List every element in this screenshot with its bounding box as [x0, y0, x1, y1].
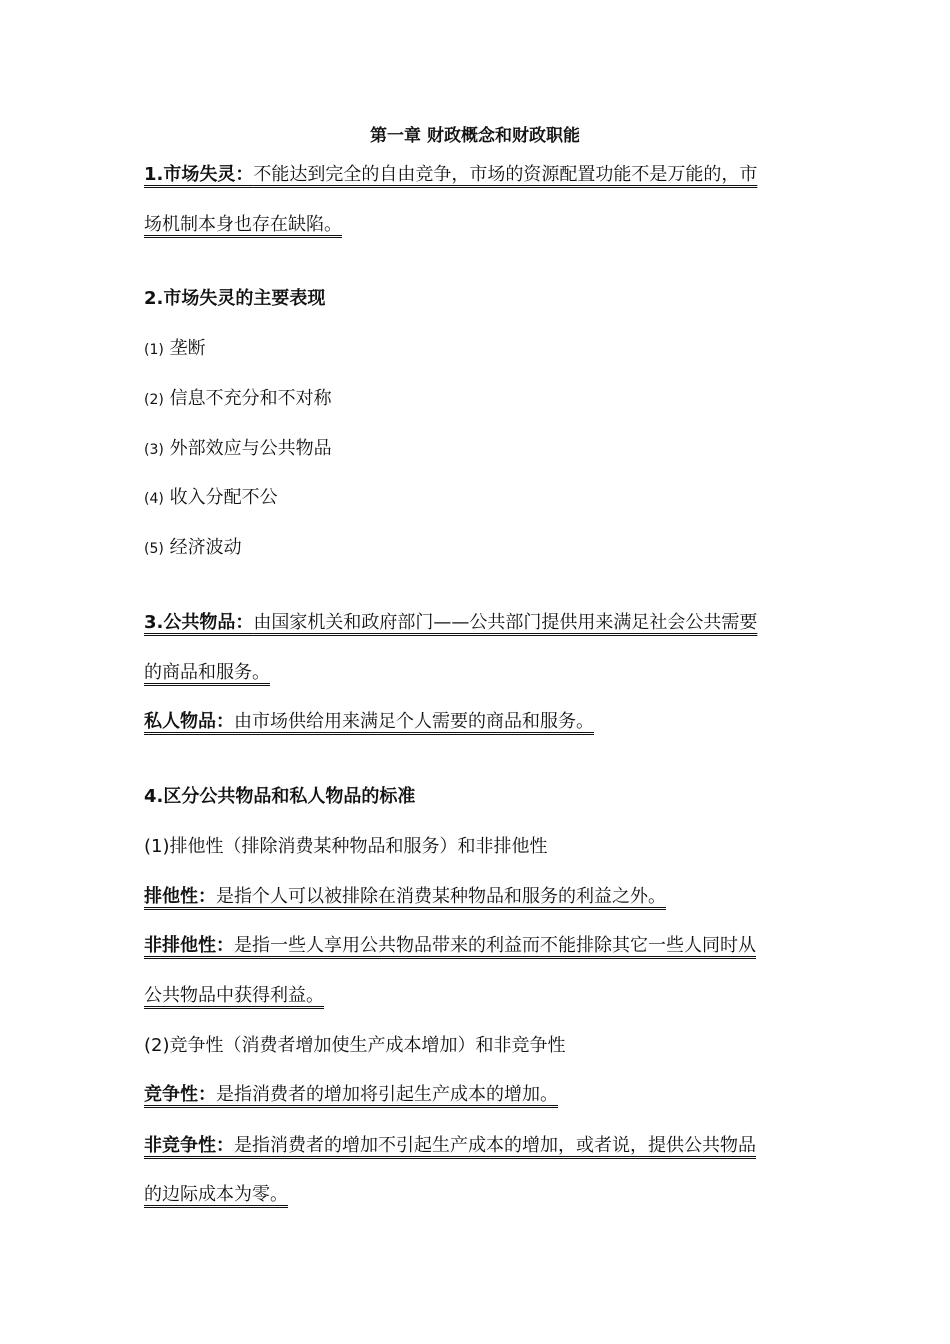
- distinction-criteria-heading: 4.区分公共物品和私人物品的标准: [144, 786, 416, 807]
- market-failure-definition-line-2: 场机制本身也存在缺陷。: [144, 214, 342, 235]
- non-rivalry-definition-line-2: 的边际成本为零。: [144, 1184, 288, 1205]
- rivalry-definition: 竞争性：是指消费者的增加将引起生产成本的增加。: [144, 1084, 558, 1105]
- excludability-definition: 排他性：是指个人可以被排除在消费某种物品和服务的利益之外。: [144, 886, 666, 907]
- excludability-subheading: (1)排他性（排除消费某种物品和服务）和非排他性: [144, 836, 548, 857]
- list-item: (3) 外部效应与公共物品: [144, 438, 332, 459]
- rivalry-subheading: (2)竞争性（消费者增加使生产成本增加）和非竞争性: [144, 1035, 566, 1056]
- list-item: (2) 信息不充分和不对称: [144, 388, 332, 409]
- public-goods-definition-line-2: 的商品和服务。: [144, 662, 270, 683]
- non-rivalry-term: 非竞争性：: [144, 1135, 234, 1156]
- market-failure-term: 1.市场失灵：: [144, 164, 254, 185]
- public-goods-definition-line-1: 3.公共物品：由国家机关和政府部门——公共部门提供用来满足社会公共需要: [144, 612, 758, 633]
- public-goods-term: 3.公共物品：: [144, 612, 254, 633]
- market-failure-manifestations-heading: 2.市场失灵的主要表现: [144, 288, 326, 309]
- non-excludability-definition-line-1: 非排他性：是指一些人享用公共物品带来的利益而不能排除其它一些人同时从: [144, 935, 756, 956]
- rivalry-term: 竞争性：: [144, 1084, 216, 1105]
- excludability-term: 排他性：: [144, 886, 216, 907]
- non-excludability-definition-line-2: 公共物品中获得利益。: [144, 985, 324, 1006]
- market-failure-definition-line-1: 1.市场失灵：不能达到完全的自由竞争，市场的资源配置功能不是万能的，市: [144, 164, 758, 185]
- non-excludability-term: 非排他性：: [144, 935, 234, 956]
- private-goods-term: 私人物品：: [144, 711, 234, 732]
- list-item: (5) 经济波动: [144, 537, 242, 558]
- list-item: (4) 收入分配不公: [144, 487, 278, 508]
- list-item: (1) 垄断: [144, 338, 206, 359]
- non-rivalry-definition-line-1: 非竞争性：是指消费者的增加不引起生产成本的增加，或者说，提供公共物品: [144, 1135, 756, 1156]
- private-goods-definition: 私人物品：由市场供给用来满足个人需要的商品和服务。: [144, 711, 594, 732]
- chapter-title: 第一章 财政概念和财政职能: [370, 126, 580, 146]
